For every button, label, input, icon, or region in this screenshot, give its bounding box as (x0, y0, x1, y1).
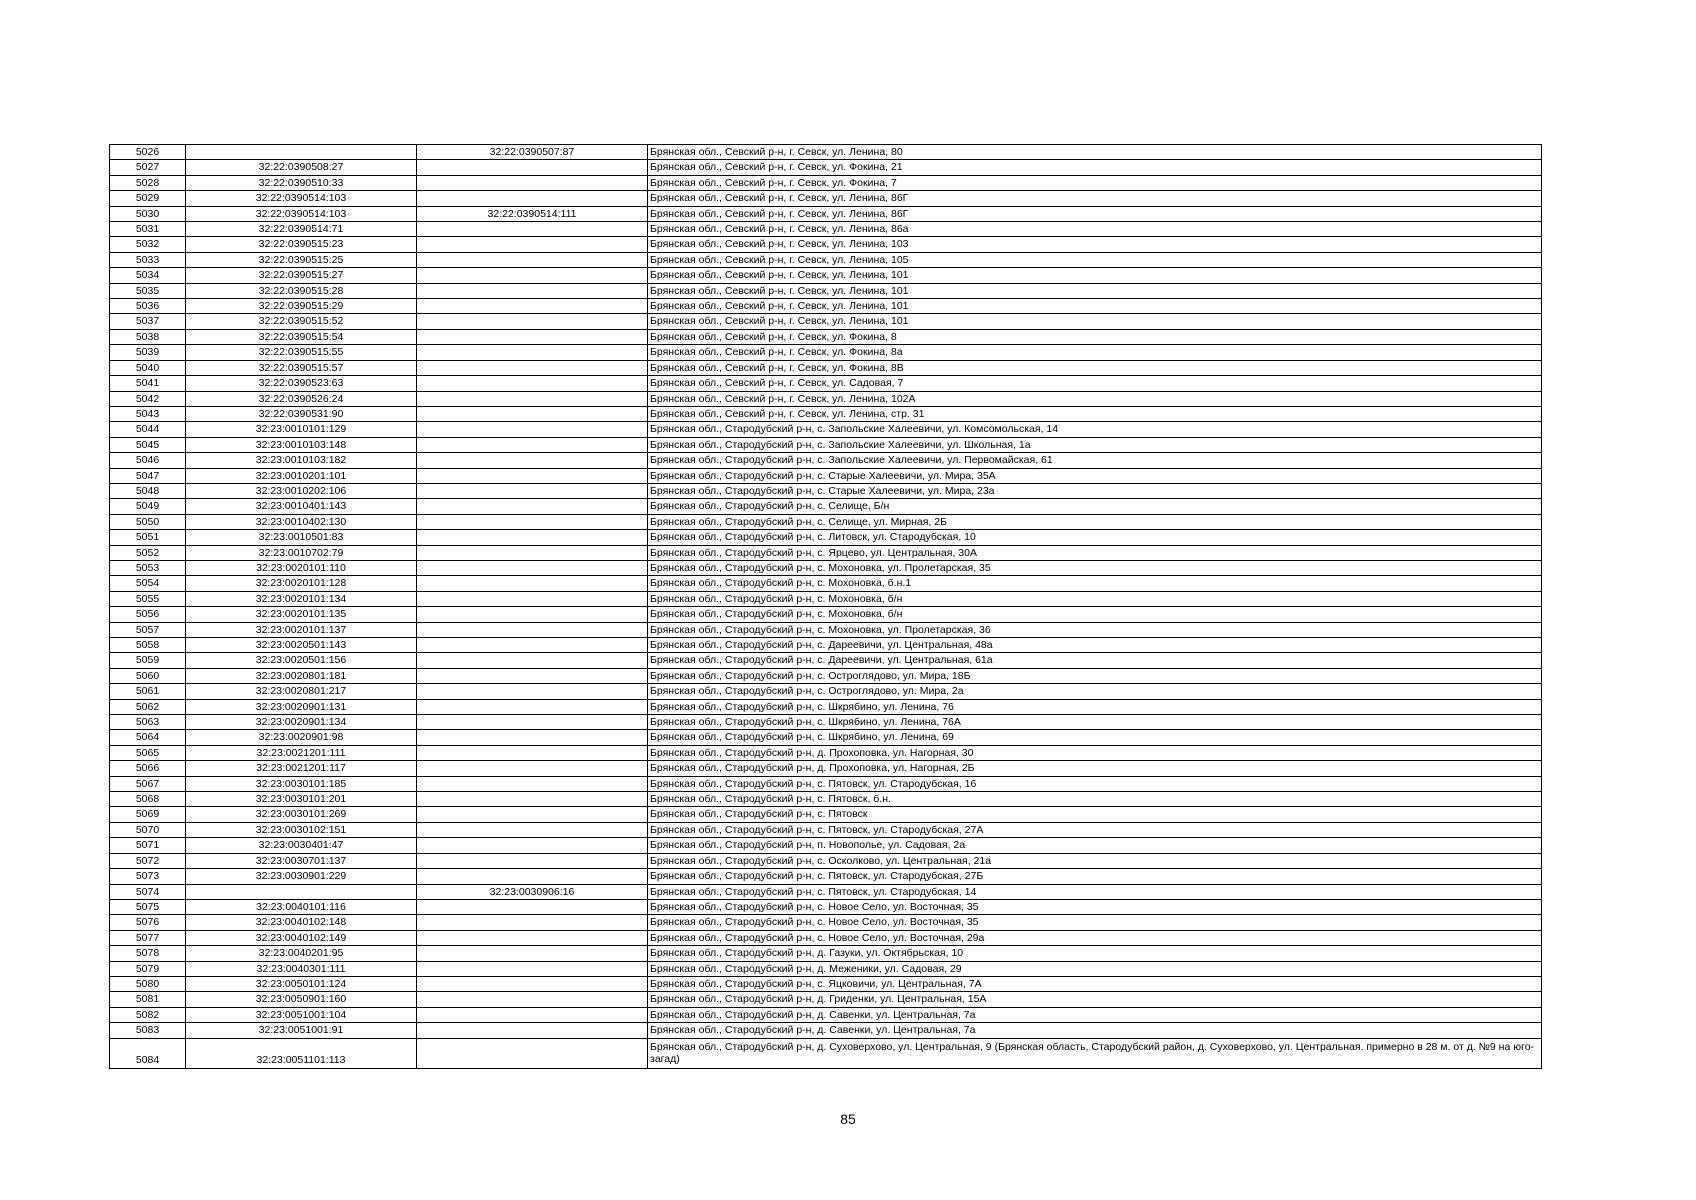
address-cell: Брянская обл., Севский р-н, г. Севск, ул. Фокина, 8а (648, 345, 1542, 360)
cadastral-number-cell: 32:22:0390514:103 (186, 191, 417, 206)
table-row (110, 268, 1542, 283)
related-cadastral-number-cell: 32:23:0030906:16 (417, 884, 648, 899)
table-row (110, 145, 1542, 160)
address-cell: Брянская обл., Стародубский р-н, с. Селище, ул. Мирная, 2Б (648, 514, 1542, 529)
cadastral-number-cell: 32:23:0010202:106 (186, 483, 417, 498)
table-row (110, 360, 1542, 375)
address-cell: Брянская обл., Севский р-н, г. Севск, ул. Ленина, 80 (648, 145, 1542, 160)
row-number-cell: 5045 (110, 437, 186, 452)
row-number-cell: 5072 (110, 853, 186, 868)
related-cadastral-number-cell (417, 838, 648, 853)
row-number-cell: 5047 (110, 468, 186, 483)
row-number-cell: 5066 (110, 761, 186, 776)
row-number-cell: 5052 (110, 545, 186, 560)
related-cadastral-number-cell: 32:22:0390514:111 (417, 206, 648, 221)
row-number-cell: 5043 (110, 406, 186, 421)
row-number-cell: 5050 (110, 514, 186, 529)
table-body (110, 145, 1542, 1069)
row-number-cell: 5083 (110, 1023, 186, 1038)
page-number: 85 (840, 1111, 856, 1127)
address-cell: Брянская обл., Севский р-н, г. Севск, ул. Ленина, 86а (648, 222, 1542, 237)
address-cell: Брянская обл., Севский р-н, г. Севск, ул. Фокина, 8 (648, 329, 1542, 344)
related-cadastral-number-cell (417, 607, 648, 622)
table-row (110, 792, 1542, 807)
row-number-cell: 5037 (110, 314, 186, 329)
address-cell: Брянская обл., Стародубский р-н, с. Осколково, ул. Центральная, 21а (648, 853, 1542, 868)
row-number-cell: 5034 (110, 268, 186, 283)
table-row (110, 175, 1542, 190)
address-cell: Брянская обл., Стародубский р-н, с. Мохоновка, ул. Пролетарская, 36 (648, 622, 1542, 637)
row-number-cell: 5049 (110, 499, 186, 514)
row-number-cell: 5046 (110, 453, 186, 468)
address-cell: Брянская обл., Стародубский р-н, п. Новополье, ул. Садовая, 2а (648, 838, 1542, 853)
table-row (110, 453, 1542, 468)
cadastral-number-cell: 32:23:0020901:131 (186, 699, 417, 714)
address-cell: Брянская обл., Стародубский р-н, с. Дареевичи, ул. Центральная, 61а (648, 653, 1542, 668)
cadastral-number-cell: 32:23:0051001:104 (186, 1007, 417, 1022)
related-cadastral-number-cell (417, 437, 648, 452)
cadastral-number-cell: 32:22:0390515:25 (186, 252, 417, 267)
address-cell: Брянская обл., Стародубский р-н, с. Мохоновка, б/н (648, 591, 1542, 606)
cadastral-number-cell: 32:23:0010501:83 (186, 530, 417, 545)
address-cell: Брянская обл., Стародубский р-н, с. Пятовск, ул. Стародубская, 16 (648, 776, 1542, 791)
row-number-cell: 5031 (110, 222, 186, 237)
related-cadastral-number-cell (417, 268, 648, 283)
table-row (110, 329, 1542, 344)
cadastral-number-cell: 32:22:0390523:63 (186, 376, 417, 391)
address-cell: Брянская обл., Севский р-н, г. Севск, ул. Ленина, стр. 31 (648, 406, 1542, 421)
cadastral-number-cell: 32:23:0030401:47 (186, 838, 417, 853)
address-cell: Брянская обл., Стародубский р-н, д. Савенки, ул. Центральная, 7а (648, 1007, 1542, 1022)
cadastral-number-cell: 32:23:0030101:185 (186, 776, 417, 791)
registry-table (109, 144, 1542, 1069)
row-number-cell: 5084 (110, 1038, 186, 1068)
related-cadastral-number-cell (417, 406, 648, 421)
row-number-cell: 5065 (110, 745, 186, 760)
cadastral-number-cell: 32:23:0021201:117 (186, 761, 417, 776)
cadastral-number-cell: 32:22:0390508:27 (186, 160, 417, 175)
related-cadastral-number-cell (417, 1038, 648, 1068)
table-row (110, 468, 1542, 483)
address-cell: Брянская обл., Стародубский р-н, с. Пятовск, ул. Стародубская, 14 (648, 884, 1542, 899)
table-row (110, 838, 1542, 853)
related-cadastral-number-cell (417, 976, 648, 991)
related-cadastral-number-cell (417, 807, 648, 822)
cadastral-number-cell: 32:23:0040101:116 (186, 899, 417, 914)
table-row (110, 1023, 1542, 1038)
related-cadastral-number-cell (417, 961, 648, 976)
row-number-cell: 5027 (110, 160, 186, 175)
address-cell: Брянская обл., Стародубский р-н, с. Пятовск, ул. Стародубская, 27А (648, 822, 1542, 837)
cadastral-number-cell (186, 884, 417, 899)
cadastral-number-cell: 32:22:0390515:27 (186, 268, 417, 283)
table-row (110, 992, 1542, 1007)
row-number-cell: 5069 (110, 807, 186, 822)
cadastral-number-cell: 32:23:0010201:101 (186, 468, 417, 483)
row-number-cell: 5053 (110, 560, 186, 575)
address-cell: Брянская обл., Стародубский р-н, с. Мохоновка, ул. Пролетарская, 35 (648, 560, 1542, 575)
address-cell: Брянская обл., Стародубский р-н, с. Остроглядово, ул. Мира, 18Б (648, 668, 1542, 683)
address-cell: Брянская обл., Севский р-н, г. Севск, ул. Садовая, 7 (648, 376, 1542, 391)
related-cadastral-number-cell (417, 360, 648, 375)
table-row (110, 715, 1542, 730)
row-number-cell: 5041 (110, 376, 186, 391)
cadastral-number-cell: 32:22:0390515:23 (186, 237, 417, 252)
cadastral-number-cell: 32:23:0021201:111 (186, 745, 417, 760)
row-number-cell: 5068 (110, 792, 186, 807)
cadastral-number-cell: 32:23:0020501:143 (186, 638, 417, 653)
row-number-cell: 5062 (110, 699, 186, 714)
related-cadastral-number-cell (417, 545, 648, 560)
table-row (110, 699, 1542, 714)
related-cadastral-number-cell (417, 468, 648, 483)
table-row (110, 483, 1542, 498)
address-cell: Брянская обл., Стародубский р-н, д. Савенки, ул. Центральная, 7а (648, 1023, 1542, 1038)
table-row (110, 976, 1542, 991)
related-cadastral-number-cell (417, 314, 648, 329)
address-cell: Брянская обл., Стародубский р-н, с. Старые Халеевичи, ул. Мира, 35А (648, 468, 1542, 483)
row-number-cell: 5056 (110, 607, 186, 622)
table-row (110, 560, 1542, 575)
address-cell: Брянская обл., Севский р-н, г. Севск, ул. Ленина, 103 (648, 237, 1542, 252)
cadastral-number-cell: 32:23:0051101:113 (186, 1038, 417, 1068)
related-cadastral-number-cell (417, 422, 648, 437)
address-cell: Брянская обл., Стародубский р-н, д. Прохоповка, ул. Нагорная, 2Б (648, 761, 1542, 776)
cadastral-number-cell: 32:23:0010103:148 (186, 437, 417, 452)
related-cadastral-number-cell (417, 699, 648, 714)
cadastral-number-cell: 32:23:0020101:137 (186, 622, 417, 637)
cadastral-number-cell: 32:23:0030701:137 (186, 853, 417, 868)
table-row (110, 884, 1542, 899)
cadastral-number-cell: 32:23:0020101:110 (186, 560, 417, 575)
row-number-cell: 5029 (110, 191, 186, 206)
table-row (110, 730, 1542, 745)
address-cell: Брянская обл., Севский р-н, г. Севск, ул. Фокина, 8В (648, 360, 1542, 375)
address-cell: Брянская обл., Стародубский р-н, с. Пятовск (648, 807, 1542, 822)
cadastral-number-cell: 32:23:0030101:269 (186, 807, 417, 822)
table-row (110, 930, 1542, 945)
cadastral-number-cell: 32:23:0010402:130 (186, 514, 417, 529)
address-cell: Брянская обл., Стародубский р-н, с. Старые Халеевичи, ул. Мира, 23а (648, 483, 1542, 498)
cadastral-number-cell: 32:22:0390515:54 (186, 329, 417, 344)
address-cell: Брянская обл., Севский р-н, г. Севск, ул. Ленина, 102А (648, 391, 1542, 406)
table-row (110, 961, 1542, 976)
related-cadastral-number-cell (417, 715, 648, 730)
address-cell: Брянская обл., Стародубский р-н, с. Литовск, ул. Стародубская, 10 (648, 530, 1542, 545)
row-number-cell: 5030 (110, 206, 186, 221)
related-cadastral-number-cell (417, 668, 648, 683)
related-cadastral-number-cell (417, 853, 648, 868)
address-cell: Брянская обл., Стародубский р-н, с. Шкрябино, ул. Ленина, 69 (648, 730, 1542, 745)
table-row (110, 206, 1542, 221)
address-cell: Брянская обл., Севский р-н, г. Севск, ул. Ленина, 86Г (648, 206, 1542, 221)
related-cadastral-number-cell (417, 329, 648, 344)
row-number-cell: 5026 (110, 145, 186, 160)
cadastral-number-cell: 32:23:0010103:182 (186, 453, 417, 468)
related-cadastral-number-cell (417, 899, 648, 914)
row-number-cell: 5036 (110, 299, 186, 314)
table-row (110, 252, 1542, 267)
related-cadastral-number-cell (417, 869, 648, 884)
related-cadastral-number-cell (417, 499, 648, 514)
address-cell: Брянская обл., Севский р-н, г. Севск, ул. Фокина, 21 (648, 160, 1542, 175)
table-row (110, 807, 1542, 822)
address-cell: Брянская обл., Стародубский р-н, с. Запольские Халеевичи, ул. Школьная, 1а (648, 437, 1542, 452)
table-row (110, 668, 1542, 683)
cadastral-number-cell: 32:22:0390514:103 (186, 206, 417, 221)
table-row (110, 437, 1542, 452)
address-cell: Брянская обл., Стародубский р-н, д. Газуки, ул. Октябрьская, 10 (648, 946, 1542, 961)
cadastral-number-cell: 32:23:0040102:149 (186, 930, 417, 945)
cadastral-number-cell: 32:23:0020501:156 (186, 653, 417, 668)
table-row (110, 684, 1542, 699)
cadastral-number-cell: 32:22:0390526:24 (186, 391, 417, 406)
related-cadastral-number-cell (417, 730, 648, 745)
related-cadastral-number-cell (417, 252, 648, 267)
table-row (110, 776, 1542, 791)
table-row (110, 345, 1542, 360)
cadastral-number-cell: 32:23:0050101:124 (186, 976, 417, 991)
table-row (110, 283, 1542, 298)
related-cadastral-number-cell (417, 591, 648, 606)
cadastral-number-cell: 32:23:0010401:143 (186, 499, 417, 514)
address-cell: Брянская обл., Севский р-н, г. Севск, ул. Ленина, 101 (648, 268, 1542, 283)
row-number-cell: 5055 (110, 591, 186, 606)
table-row (110, 376, 1542, 391)
related-cadastral-number-cell: 32:22:0390507:87 (417, 145, 648, 160)
related-cadastral-number-cell (417, 391, 648, 406)
address-cell: Брянская обл., Стародубский р-н, д. Гриденки, ул. Центральная, 15А (648, 992, 1542, 1007)
table-row (110, 745, 1542, 760)
related-cadastral-number-cell (417, 160, 648, 175)
related-cadastral-number-cell (417, 283, 648, 298)
table-row (110, 607, 1542, 622)
table-row (110, 915, 1542, 930)
address-cell: Брянская обл., Стародубский р-н, с. Новое Село, ул. Восточная, 35 (648, 915, 1542, 930)
table-row (110, 545, 1542, 560)
table-row (110, 499, 1542, 514)
address-cell: Брянская обл., Севский р-н, г. Севск, ул. Ленина, 105 (648, 252, 1542, 267)
row-number-cell: 5033 (110, 252, 186, 267)
row-number-cell: 5035 (110, 283, 186, 298)
cadastral-number-cell: 32:22:0390531:90 (186, 406, 417, 421)
related-cadastral-number-cell (417, 376, 648, 391)
address-cell: Брянская обл., Стародубский р-н, д. Суховерхово, ул. Центральная, 9 (Брянская область, Стародубский район, д. Суховерхово, ул. Центральная. примерно в 28 м. от д. №9 на юго-загад) (648, 1038, 1542, 1068)
cadastral-number-cell: 32:23:0040301:111 (186, 961, 417, 976)
row-number-cell: 5082 (110, 1007, 186, 1022)
table-row (110, 869, 1542, 884)
table-row (110, 314, 1542, 329)
cadastral-number-cell: 32:23:0020801:217 (186, 684, 417, 699)
row-number-cell: 5040 (110, 360, 186, 375)
row-number-cell: 5078 (110, 946, 186, 961)
row-number-cell: 5061 (110, 684, 186, 699)
table-row (110, 946, 1542, 961)
row-number-cell: 5058 (110, 638, 186, 653)
address-cell: Брянская обл., Стародубский р-н, с. Шкрябино, ул. Ленина, 76А (648, 715, 1542, 730)
row-number-cell: 5042 (110, 391, 186, 406)
address-cell: Брянская обл., Стародубский р-н, с. Дареевичи, ул. Центральная, 48а (648, 638, 1542, 653)
cadastral-number-cell: 32:23:0020101:134 (186, 591, 417, 606)
address-cell: Брянская обл., Стародубский р-н, с. Новое Село, ул. Восточная, 35 (648, 899, 1542, 914)
cadastral-number-cell: 32:22:0390515:55 (186, 345, 417, 360)
row-number-cell: 5039 (110, 345, 186, 360)
row-number-cell: 5059 (110, 653, 186, 668)
table-row (110, 576, 1542, 591)
row-number-cell: 5044 (110, 422, 186, 437)
table-row (110, 530, 1542, 545)
cadastral-number-cell: 32:23:0020801:181 (186, 668, 417, 683)
row-number-cell: 5048 (110, 483, 186, 498)
related-cadastral-number-cell (417, 237, 648, 252)
related-cadastral-number-cell (417, 745, 648, 760)
cadastral-number-cell: 32:23:0020101:128 (186, 576, 417, 591)
cadastral-number-cell: 32:23:0040201:95 (186, 946, 417, 961)
address-cell: Брянская обл., Стародубский р-н, д. Меженики, ул. Садовая, 29 (648, 961, 1542, 976)
address-cell: Брянская обл., Стародубский р-н, с. Новое Село, ул. Восточная, 29а (648, 930, 1542, 945)
table-row (110, 899, 1542, 914)
table-row (110, 853, 1542, 868)
cadastral-number-cell: 32:23:0030901:229 (186, 869, 417, 884)
table-row (110, 422, 1542, 437)
row-number-cell: 5077 (110, 930, 186, 945)
cadastral-number-cell: 32:22:0390514:71 (186, 222, 417, 237)
row-number-cell: 5051 (110, 530, 186, 545)
cadastral-number-cell: 32:23:0020901:134 (186, 715, 417, 730)
row-number-cell: 5079 (110, 961, 186, 976)
table-row (110, 514, 1542, 529)
cadastral-number-cell: 32:22:0390515:52 (186, 314, 417, 329)
cadastral-number-cell: 32:23:0040102:148 (186, 915, 417, 930)
row-number-cell: 5075 (110, 899, 186, 914)
address-cell: Брянская обл., Стародубский р-н, с. Остроглядово, ул. Мира, 2а (648, 684, 1542, 699)
related-cadastral-number-cell (417, 345, 648, 360)
related-cadastral-number-cell (417, 992, 648, 1007)
related-cadastral-number-cell (417, 453, 648, 468)
address-cell: Брянская обл., Стародубский р-н, с. Запольские Халеевичи, ул. Комсомольская, 14 (648, 422, 1542, 437)
related-cadastral-number-cell (417, 483, 648, 498)
table-row (110, 237, 1542, 252)
related-cadastral-number-cell (417, 530, 648, 545)
related-cadastral-number-cell (417, 576, 648, 591)
related-cadastral-number-cell (417, 638, 648, 653)
address-cell: Брянская обл., Стародубский р-н, с. Ярцево, ул. Центральная, 30А (648, 545, 1542, 560)
row-number-cell: 5063 (110, 715, 186, 730)
cadastral-number-cell: 32:22:0390510:33 (186, 175, 417, 190)
related-cadastral-number-cell (417, 684, 648, 699)
table-row (110, 1038, 1542, 1068)
row-number-cell: 5073 (110, 869, 186, 884)
related-cadastral-number-cell (417, 514, 648, 529)
related-cadastral-number-cell (417, 560, 648, 575)
address-cell: Брянская обл., Стародубский р-н, с. Запольские Халеевичи, ул. Первомайская, 61 (648, 453, 1542, 468)
related-cadastral-number-cell (417, 930, 648, 945)
table-row (110, 160, 1542, 175)
row-number-cell: 5064 (110, 730, 186, 745)
table-row (110, 406, 1542, 421)
row-number-cell: 5054 (110, 576, 186, 591)
address-cell: Брянская обл., Севский р-н, г. Севск, ул. Ленина, 86Г (648, 191, 1542, 206)
row-number-cell: 5032 (110, 237, 186, 252)
related-cadastral-number-cell (417, 222, 648, 237)
row-number-cell: 5081 (110, 992, 186, 1007)
related-cadastral-number-cell (417, 822, 648, 837)
cadastral-number-cell: 32:23:0051001:91 (186, 1023, 417, 1038)
row-number-cell: 5060 (110, 668, 186, 683)
table-row (110, 1007, 1542, 1022)
table-row (110, 391, 1542, 406)
address-cell: Брянская обл., Стародубский р-н, с. Мохоновка, б/н (648, 607, 1542, 622)
cadastral-number-cell: 32:23:0050901:160 (186, 992, 417, 1007)
address-cell: Брянская обл., Стародубский р-н, с. Пятовск, ул. Стародубская, 27Б (648, 869, 1542, 884)
related-cadastral-number-cell (417, 191, 648, 206)
row-number-cell: 5067 (110, 776, 186, 791)
address-cell: Брянская обл., Севский р-н, г. Севск, ул. Фокина, 7 (648, 175, 1542, 190)
cadastral-number-cell: 32:23:0010101:129 (186, 422, 417, 437)
cadastral-number-cell (186, 145, 417, 160)
cadastral-number-cell: 32:23:0010702:79 (186, 545, 417, 560)
related-cadastral-number-cell (417, 622, 648, 637)
related-cadastral-number-cell (417, 653, 648, 668)
table-row (110, 638, 1542, 653)
related-cadastral-number-cell (417, 915, 648, 930)
table-row (110, 761, 1542, 776)
table-row (110, 591, 1542, 606)
related-cadastral-number-cell (417, 761, 648, 776)
address-cell: Брянская обл., Стародубский р-н, с. Шкрябино, ул. Ленина, 76 (648, 699, 1542, 714)
cadastral-number-cell: 32:23:0030101:201 (186, 792, 417, 807)
address-cell: Брянская обл., Стародубский р-н, с. Селище, Б/н (648, 499, 1542, 514)
cadastral-number-cell: 32:23:0030102:151 (186, 822, 417, 837)
related-cadastral-number-cell (417, 776, 648, 791)
address-cell: Брянская обл., Севский р-н, г. Севск, ул. Ленина, 101 (648, 283, 1542, 298)
table-row (110, 191, 1542, 206)
row-number-cell: 5028 (110, 175, 186, 190)
table-row (110, 622, 1542, 637)
related-cadastral-number-cell (417, 299, 648, 314)
table-row (110, 299, 1542, 314)
address-cell: Брянская обл., Стародубский р-н, с. Пятовск, б.н. (648, 792, 1542, 807)
row-number-cell: 5076 (110, 915, 186, 930)
related-cadastral-number-cell (417, 1007, 648, 1022)
cadastral-number-cell: 32:23:0020901:98 (186, 730, 417, 745)
related-cadastral-number-cell (417, 1023, 648, 1038)
address-cell: Брянская обл., Стародубский р-н, д. Прохоповка, ул. Нагорная, 30 (648, 745, 1542, 760)
table-row (110, 653, 1542, 668)
address-cell: Брянская обл., Севский р-н, г. Севск, ул. Ленина, 101 (648, 299, 1542, 314)
cadastral-number-cell: 32:22:0390515:29 (186, 299, 417, 314)
table-row (110, 222, 1542, 237)
row-number-cell: 5038 (110, 329, 186, 344)
row-number-cell: 5074 (110, 884, 186, 899)
row-number-cell: 5080 (110, 976, 186, 991)
row-number-cell: 5057 (110, 622, 186, 637)
related-cadastral-number-cell (417, 792, 648, 807)
row-number-cell: 5070 (110, 822, 186, 837)
cadastral-number-cell: 32:23:0020101:135 (186, 607, 417, 622)
address-cell: Брянская обл., Стародубский р-н, с. Яцковичи, ул. Центральная, 7А (648, 976, 1542, 991)
table-row (110, 822, 1542, 837)
related-cadastral-number-cell (417, 946, 648, 961)
cadastral-number-cell: 32:22:0390515:57 (186, 360, 417, 375)
address-cell: Брянская обл., Севский р-н, г. Севск, ул. Ленина, 101 (648, 314, 1542, 329)
row-number-cell: 5071 (110, 838, 186, 853)
related-cadastral-number-cell (417, 175, 648, 190)
cadastral-number-cell: 32:22:0390515:28 (186, 283, 417, 298)
address-cell: Брянская обл., Стародубский р-н, с. Мохоновка, б.н.1 (648, 576, 1542, 591)
